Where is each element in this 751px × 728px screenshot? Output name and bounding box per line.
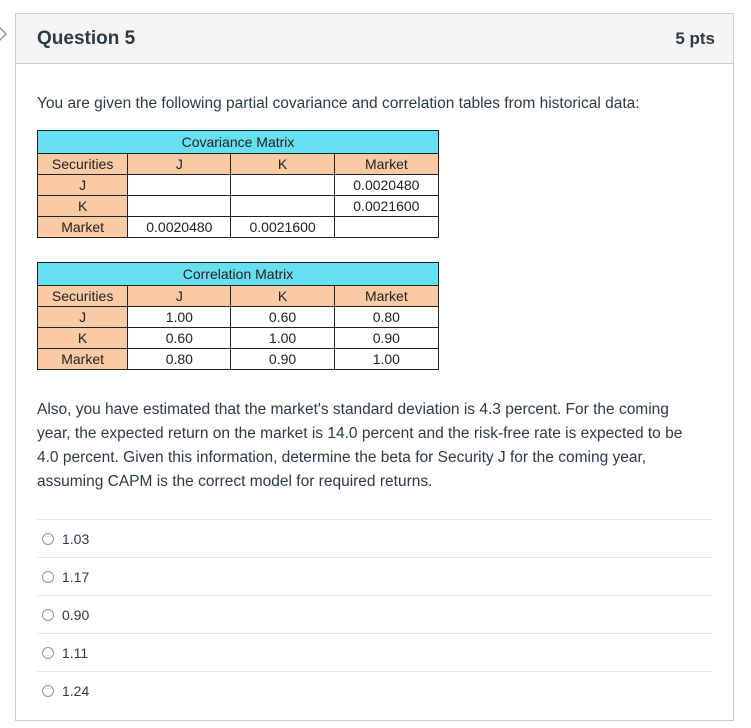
- table-cell: 0.0020480: [334, 175, 438, 196]
- question-text: Also, you have estimated that the market's standard deviation is 4.3 percent. For the coming year, the expected return on the market is 14.0 percent and the risk-free rate is expected to be 4.0 percent. Given this information, determine the beta for Security J for the coming year, assuming CAPM is the correct model for required returns.: [37, 401, 683, 490]
- answer-label[interactable]: 1.11: [62, 644, 89, 661]
- table-header-cell: J: [128, 286, 231, 307]
- table-cell: 0.80: [334, 307, 438, 328]
- answer-option[interactable]: [37, 634, 712, 672]
- question-header: [16, 14, 733, 64]
- radio-button[interactable]: [42, 609, 54, 621]
- table-row: [38, 175, 439, 196]
- answer-option[interactable]: [37, 558, 712, 596]
- table-cell: [231, 175, 334, 196]
- table-cell: 0.60: [231, 307, 334, 328]
- row-label: K: [38, 196, 128, 217]
- answer-option[interactable]: [37, 520, 712, 558]
- answer-label[interactable]: 1.24: [62, 682, 90, 699]
- table-cell: 0.60: [128, 328, 231, 349]
- table-cell: 1.00: [128, 307, 231, 328]
- table-header-cell: Securities: [38, 286, 128, 307]
- answer-option[interactable]: [37, 596, 712, 634]
- table-cell: 0.0020480: [128, 217, 231, 238]
- table-row: [38, 196, 439, 217]
- question-body: [16, 94, 733, 709]
- table-cell: [334, 217, 438, 238]
- row-label: Market: [38, 217, 128, 238]
- radio-button[interactable]: [42, 647, 54, 659]
- answer-list: [37, 519, 712, 709]
- table-header-cell: Market: [334, 286, 438, 307]
- answer-label[interactable]: 1.03: [62, 530, 90, 547]
- answer-label[interactable]: 1.17: [62, 568, 90, 585]
- table-cell: [128, 175, 231, 196]
- table-cell: [128, 196, 231, 217]
- table-cell: 1.00: [334, 349, 438, 370]
- row-label: J: [38, 175, 128, 196]
- covariance-matrix-title: Covariance Matrix: [38, 131, 439, 154]
- row-label: J: [38, 307, 128, 328]
- table-header-cell: K: [231, 154, 334, 175]
- correlation-matrix-title: Correlation Matrix: [38, 263, 439, 286]
- table-row: [38, 328, 439, 349]
- correlation-matrix-table: [37, 262, 439, 370]
- row-label: K: [38, 328, 128, 349]
- table-header-cell: J: [128, 154, 231, 175]
- answer-label[interactable]: 0.90: [62, 606, 90, 623]
- table-row: [38, 349, 439, 370]
- question-title: Question 5: [37, 27, 136, 49]
- table-header-cell: K: [231, 286, 334, 307]
- table-cell: 1.00: [231, 328, 334, 349]
- question-intro: You are given the following partial covariance and correlation tables from historical data:: [37, 95, 640, 112]
- table-header-cell: Securities: [38, 154, 128, 175]
- table-cell: [231, 196, 334, 217]
- table-cell: 0.0021600: [231, 217, 334, 238]
- question-card: [15, 13, 734, 721]
- radio-button[interactable]: [42, 571, 54, 583]
- table-cell: 0.80: [128, 349, 231, 370]
- answer-option[interactable]: [37, 672, 712, 709]
- radio-button[interactable]: [42, 533, 54, 545]
- table-cell: 0.0021600: [334, 196, 438, 217]
- covariance-matrix-table: [37, 130, 439, 238]
- table-row: [38, 307, 439, 328]
- chevron-right-icon: [0, 26, 8, 42]
- table-row: [38, 217, 439, 238]
- table-cell: 0.90: [231, 349, 334, 370]
- question-points: 5 pts: [675, 28, 715, 48]
- radio-button[interactable]: [42, 685, 54, 697]
- table-header-cell: Market: [334, 154, 438, 175]
- row-label: Market: [38, 349, 128, 370]
- table-cell: 0.90: [334, 328, 438, 349]
